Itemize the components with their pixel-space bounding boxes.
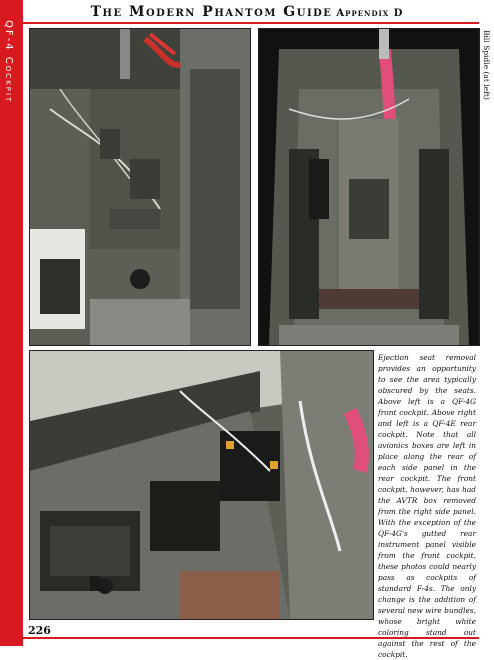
photo-rear-cockpit-side — [29, 350, 374, 620]
page-number: 226 — [28, 624, 51, 637]
section-label: QF-4 Cockpit — [3, 20, 14, 104]
section-sidebar — [0, 0, 23, 646]
photo-rear-cockpit-top — [258, 28, 480, 346]
photo-credit: Bill Spidle (at left) — [482, 30, 491, 100]
page-header — [0, 4, 494, 20]
book-title: The Modern Phantom Guide — [90, 4, 333, 20]
photo-caption: Ejection seat removal provides an opportunity to see the area typically obscured by the seats. Above left is a QF-4G front cockpit. Above right and left is a QF-4E rear cockpit. Note that all avionics boxes are left in place along the rear of each side panel in the rear cockpit. The front cockpit, however, has had the AVTR box removed from the right side panel. With the exception of the QF-4G's gutted rear instrument panel visible from the front cockpit, these photos could nearly pass as cockpits of standard F-4s. The only change is the addition of several new wire bundles, whose bright white coloring stand out against the rest of the cockpit. — [378, 353, 476, 659]
appendix-label: Appendix D — [336, 8, 404, 19]
footer-divider — [23, 637, 479, 639]
photo-front-cockpit — [29, 28, 251, 346]
header-divider — [23, 22, 479, 24]
